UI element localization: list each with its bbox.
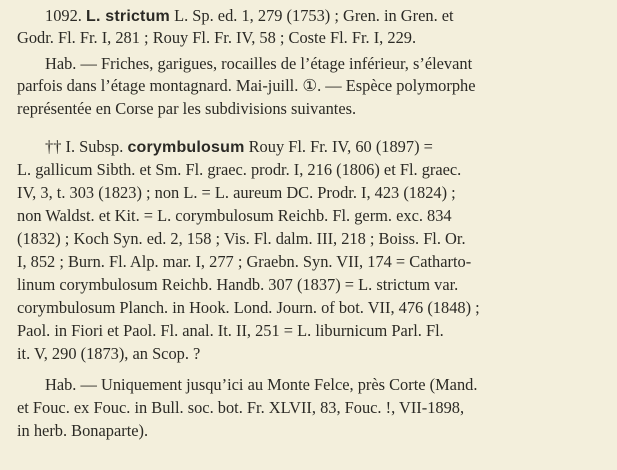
subspecies-marker: †† I. Subsp. — [45, 137, 124, 156]
synonymy-line: L. gallicum Sibth. et Sm. Fl. graec. prodr. I, 216 (1806) et Fl. graec. — [17, 160, 462, 179]
entry-citation: L. Sp. ed. 1, 279 (1753) ; Gren. in Gren. et — [170, 6, 454, 25]
synonymy-line: Paol. in Fiori et Paol. Fl. anal. It. II, 251 = L. liburnicum Parl. Fl. — [17, 321, 444, 340]
habitat-line: Hab. — Friches, garigues, rocailles de l’étage inférieur, s’élevant — [45, 54, 473, 73]
subspecies-citation: Rouy Fl. Fr. IV, 60 (1897) = — [244, 137, 433, 156]
entry-number: 1092. — [45, 6, 82, 25]
synonymy-line: IV, 3, t. 303 (1823) ; non L. = L. aureum DC. Prodr. I, 423 (1824) ; — [17, 183, 456, 202]
taxon-name: L. strictum — [86, 8, 170, 25]
habitat-line: in herb. Bonaparte). — [17, 421, 149, 440]
synonymy-line: non Waldst. et Kit. = L. corymbulosum Reichb. Fl. germ. exc. 834 — [17, 206, 452, 225]
habitat-line: et Fouc. ex Fouc. in Bull. soc. bot. Fr. XLVII, 83, Fouc. !, VII-1898, — [17, 398, 465, 417]
subspecies-heading — [45, 136, 617, 159]
habitat-line: parfois dans l’étage montagnard. Mai-juill. ①. — Espèce polymorphe — [17, 76, 476, 95]
entry-heading — [45, 5, 617, 28]
synonymy-line: linum corymbulosum Reichb. Handb. 307 (1837) = L. strictum var. — [17, 275, 459, 294]
habitat-line: représentée en Corse par les subdivisions suivantes. — [17, 99, 357, 118]
synonymy-line: (1832) ; Koch Syn. ed. 2, 158 ; Vis. Fl. dalm. III, 218 ; Boiss. Fl. Or. — [17, 229, 466, 248]
subspecies-name: corymbulosum — [127, 139, 245, 156]
habitat-line: Hab. — Uniquement jusqu’ici au Monte Felce, près Corte (Mand. — [45, 375, 478, 394]
synonymy-line: I, 852 ; Burn. Fl. Alp. mar. I, 277 ; Graebn. Syn. VII, 174 = Catharto- — [17, 252, 472, 271]
synonymy-line: it. V, 290 (1873), an Scop. ? — [17, 344, 201, 363]
entry-citation-line: Godr. Fl. Fr. I, 281 ; Rouy Fl. Fr. IV, 58 ; Coste Fl. Fr. I, 229. — [17, 28, 417, 47]
synonymy-line: corymbulosum Planch. in Hook. Lond. Journ. of bot. VII, 476 (1848) ; — [17, 298, 480, 317]
